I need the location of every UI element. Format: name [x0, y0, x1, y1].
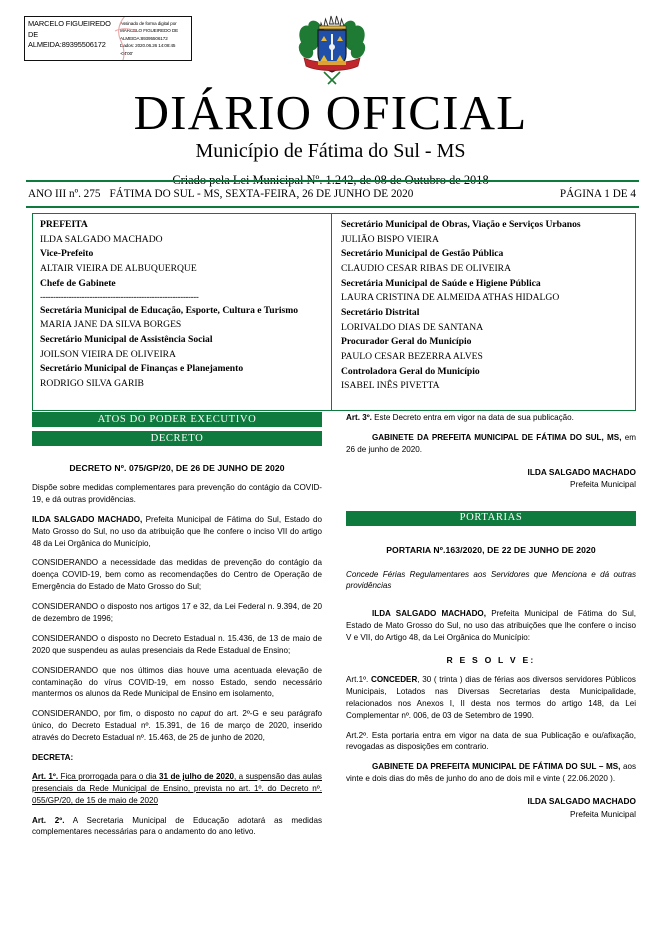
- official-role: Controladora Geral do Município: [340, 365, 480, 377]
- art2-text: A Secretaria Municipal de Educação adotará as medidas complementares necessárias para o andamento do ano letivo.: [32, 815, 322, 837]
- art3-text: Este Decreto entra em vigor na data de sua publicação.: [371, 413, 574, 422]
- section-header-atos: ATOS DO PODER EXECUTIVO: [32, 412, 322, 427]
- official-role: Secretária Municipal de Educação, Esporte, Cultura e Turismo: [40, 304, 299, 316]
- portaria-ementa-b: aos Servidores que Menciona e dá outras providências: [346, 569, 636, 591]
- masthead-law-line: Criado pela Lei Municipal Nº. 1.242, de 08 de Outubro de 2018: [172, 173, 489, 187]
- decreto-considerando: CONSIDERANDO o disposto nos artigos 17 e 32, da Lei Federal n. 9.394, de 20 de dezembro de 1996;: [32, 602, 322, 624]
- official-role: Secretário Municipal de Finanças e Planejamento: [40, 363, 244, 375]
- caput-italic: caput: [190, 709, 211, 719]
- portaria-signer-role: Prefeita Municipal: [570, 808, 636, 819]
- official-name: LAURA CRISTINA DE ALMEIDA ATHAS HIDALGO: [340, 292, 560, 304]
- portaria-gabinete: [346, 761, 636, 785]
- signature-detail-line-1: Assinado de forma digital por: [120, 21, 177, 26]
- caput-text-b: do art. 2º-G e seu parágrafo único, do Decreto Estadual nº. 15.391, de 16 de março de 2020, inserido através do Decreto Estadual nº. 15.463, de 25 de junho de 2020,: [32, 709, 322, 743]
- portaria-ementa-a: Concede Férias Regulamentares: [346, 569, 470, 579]
- official-name: ALTAIR VIEIRA DE ALBUQUERQUE: [40, 263, 197, 275]
- portaria-signature: [346, 795, 636, 820]
- official-name: JOILSON VIEIRA DE OLIVEIRA: [40, 348, 176, 360]
- issue-place-date: FÁTIMA DO SUL - MS, SEXTA-FEIRA, 26 DE JUNHO DE 2020: [109, 188, 414, 200]
- official-name: RODRIGO SILVA GARIB: [40, 377, 144, 389]
- issue-year-number: ANO III nº. 275: [28, 188, 101, 200]
- portaria-gabinete-rest: aos vinte e dois dias do mês de junho do ano de dois mil e vinte ( 22.06.2020 ).: [346, 762, 636, 784]
- art1-text-b: , a suspensão das aulas presenciais da Rede Municipal de Ensino, prevista no art. 1º. do Decreto nº. 055/GP/20, de 15 de maio de 2020: [32, 771, 322, 805]
- official-role: PREFEITA: [40, 219, 88, 230]
- official-name: MARIA JANE DA SILVA BORGES: [40, 319, 182, 331]
- issue-page-number: PÁGINA 1 DE 4: [559, 188, 636, 200]
- column-left: [32, 412, 327, 921]
- decreto-considerando-caput: [32, 708, 322, 744]
- portaria-art1: [346, 674, 636, 722]
- art1-text-a: Fica prorrogada para o dia: [58, 771, 160, 781]
- decreto-preamble: [32, 514, 322, 550]
- portaria-ementa: [346, 569, 636, 593]
- decreto-considerando: CONSIDERANDO a necessidade das medidas de prevenção do contágio da doença COVID-19, bem como as recomendações do Centro de Operação de Emergência do Estado de Mato Grosso do Sul;: [32, 558, 322, 592]
- portaria-preamble-rest: Prefeita Municipal de Fátima do Sul, Estado de Mato Grosso do Sul, no uso das atribuições que lhe confere o inciso V e VII, do Artigo 48, da Lei Orgânica do Município:: [346, 609, 637, 643]
- official-name: ILDA SALGADO MACHADO: [40, 233, 163, 245]
- decreto-considerando: CONSIDERANDO que nos últimos dias houve uma acentuada elevação de contaminação do vírus COVID-19, em nosso Estado, sendo necessário mantermos os alunos da Rede Municipal de Ensino em isolamento,: [32, 665, 322, 699]
- signature-detail-line-4: Dados: 2020.06.26 14:08:45 -04'00': [120, 43, 176, 56]
- portaria-art2-label: Art.2º.: [346, 730, 369, 740]
- decreto-signer-role: Prefeita Municipal: [570, 479, 636, 490]
- section-header-decreto: DECRETO: [32, 431, 322, 446]
- official-role: Secretário Municipal de Assistência Social: [40, 333, 213, 345]
- portaria-art2-text: Esta portaria entra em vigor na data de sua Publicação e ou/afixação, revogadas as disposições em contrario.: [346, 730, 636, 752]
- officials-separator: -------------------------------------------------------------: [40, 292, 199, 303]
- signature-subject-line-1: MARCELO FIGUEIREDO: [28, 19, 111, 28]
- portaria-signer-name: ILDA SALGADO MACHADO: [527, 796, 636, 807]
- digital-signature-box: [24, 16, 192, 61]
- masthead: [0, 85, 661, 188]
- decreta-label: DECRETA:: [32, 753, 74, 763]
- portaria-art1-label: Art.1º.: [346, 675, 369, 684]
- art3-label: Art. 3º.: [346, 413, 372, 422]
- official-role: Secretária Municipal de Saúde e Higiene Pública: [340, 277, 541, 289]
- art1-bold-date: 31 de julho de 2020: [159, 771, 234, 781]
- decreto-art3: [346, 412, 636, 424]
- signature-details: [117, 17, 191, 60]
- issue-bar: [26, 180, 639, 208]
- spacer: [346, 491, 636, 511]
- portaria-gabinete-bold: GABINETE DA PREFEITA MUNICIPAL DE FÁTIMA DO SUL – MS,: [372, 762, 621, 772]
- caput-text-a: CONSIDERANDO, por fim, o disposto no: [32, 709, 191, 719]
- official-name: ISABEL INÊS PIVETTA: [340, 380, 440, 392]
- official-name: JULIÃO BISPO VIEIRA: [340, 233, 439, 245]
- decreto-gabinete-rest: em 26 de junho de 2020.: [346, 432, 636, 454]
- masthead-subtitle: Município de Fátima do Sul - MS: [195, 140, 466, 162]
- body-columns: [32, 412, 636, 921]
- official-role: Secretário Municipal de Gestão Pública: [340, 248, 504, 260]
- signature-subject: [25, 17, 117, 60]
- official-role: Secretário Distrital: [340, 307, 420, 319]
- decreto-title: DECRETO Nº. 075/GP/20, DE 26 DE JUNHO DE 2020: [69, 463, 285, 473]
- decreto-art1: [32, 771, 322, 807]
- officials-box: [32, 213, 636, 411]
- official-name: CLAUDIO CESAR RIBAS DE OLIVEIRA: [340, 263, 512, 275]
- decreto-preamble-rest: Prefeita Municipal de Fátima do Sul, Estado do Mato Grosso do Sul, no uso da atribuição que lhe confere o inciso VII do artigo 48 da Lei Orgânica do Município,: [32, 514, 323, 548]
- page-title: DIÁRIO OFICIAL: [133, 85, 528, 140]
- coat-of-arms-icon: [296, 14, 368, 90]
- decreto-gabinete: [346, 432, 636, 456]
- officials-column-right: [331, 214, 635, 410]
- portaria-art1-bold: CONCEDER: [368, 675, 418, 684]
- signature-detail-line-2: MARCELO FIGUEIREDO DE: [120, 28, 179, 34]
- signature-subject-line-3: ALMEIDA:89395506172: [28, 40, 106, 50]
- portaria-preamble-name: ILDA SALGADO MACHADO,: [372, 609, 486, 619]
- signature-detail-line-3: ALMEIDA:89395506172: [120, 35, 168, 41]
- decreto-considerando: CONSIDERANDO o disposto no Decreto Estadual n. 15.436, de 13 de maio de 2020 que suspendeu as aulas presenciais da Rede Estadual de Ensino;: [32, 633, 322, 655]
- issue-bar-left: [26, 188, 413, 200]
- official-name: PAULO CESAR BEZERRA ALVES: [340, 351, 483, 363]
- portaria-art2: [346, 730, 636, 754]
- decreto-signature: [346, 466, 636, 491]
- officials-column-left: [33, 214, 331, 410]
- section-header-portarias: PORTARIAS: [346, 511, 636, 526]
- portaria-art1-text: , 30 ( trinta ) dias de férias aos diversos servidores Públicos Municipais, Lotados nas Diversas Secretarias desta Municipalidade, relacionados nos Anexos I, II desta nos termos do artigo 148, da Lei Complementar nº. 006, de 03 de Setembro de 1990.: [346, 675, 636, 720]
- official-name: LORIVALDO DIAS DE SANTANA: [340, 321, 484, 333]
- decreto-preamble-name: ILDA SALGADO MACHADO,: [32, 514, 143, 524]
- official-role: Chefe de Gabinete: [40, 277, 116, 289]
- official-role: Secretário Municipal de Obras, Viação e Serviços Urbanos: [340, 219, 581, 230]
- decreto-art2: [32, 815, 322, 839]
- decreto-signer-name: ILDA SALGADO MACHADO: [527, 466, 636, 477]
- signature-subject-line-2: DE: [28, 29, 39, 39]
- decreto-gabinete-bold: GABINETE DA PREFEITA MUNICIPAL DE FÁTIMA DO SUL, MS,: [372, 432, 622, 442]
- official-role: Vice-Prefeito: [40, 248, 94, 260]
- column-right: [341, 412, 636, 921]
- portaria-title: PORTARIA Nº.163/2020, DE 22 DE JUNHO DE 2020: [386, 544, 596, 555]
- official-role: Procurador Geral do Município: [340, 336, 472, 348]
- art1-label: Art. 1º.: [32, 771, 59, 781]
- art2-label: Art. 2º.: [32, 815, 65, 825]
- resolve-label: R E S O L V E:: [446, 655, 536, 665]
- decreto-ementa: Dispõe sobre medidas complementares para prevenção do contágio da COVID-19, e dá outras providências.: [32, 483, 322, 504]
- portaria-preamble: [346, 608, 636, 644]
